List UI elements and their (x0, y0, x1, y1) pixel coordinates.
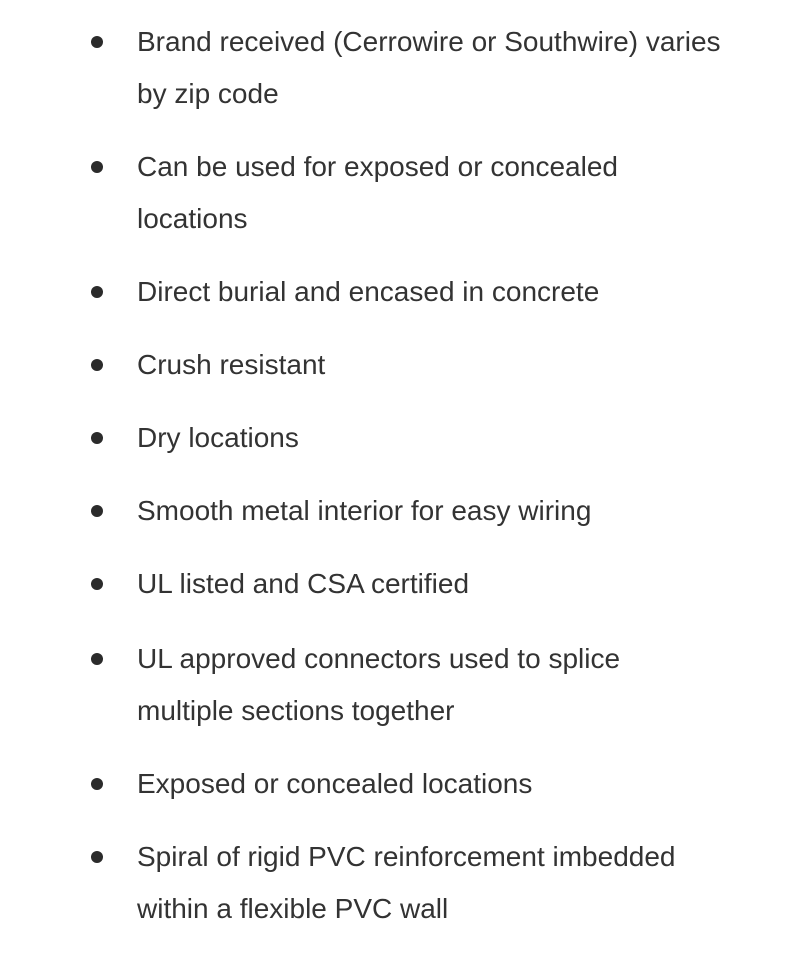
bullet-icon (91, 432, 103, 444)
feature-text: Dry locations (137, 422, 299, 453)
bullet-icon (91, 653, 103, 665)
feature-text: Spiral of rigid PVC reinforcement imbedded within a flexible PVC wall (137, 841, 676, 924)
feature-text: UL listed and CSA certified (137, 568, 470, 599)
feature-text: Can be used for exposed or concealed locations (137, 151, 618, 234)
bullet-icon (91, 286, 103, 298)
bullet-icon (91, 851, 103, 863)
bullet-icon (91, 36, 103, 48)
bullet-icon (91, 778, 103, 790)
feature-text: Crush resistant (137, 349, 326, 380)
bullet-icon (91, 578, 103, 590)
feature-text: UL approved connectors used to splice multiple sections together (137, 643, 621, 726)
bullet-icon (91, 161, 103, 173)
feature-text: Brand received (Cerrowire or Southwire) varies by zip code (137, 26, 721, 109)
bullet-icon (91, 359, 103, 371)
feature-text: Exposed or concealed locations (137, 768, 533, 799)
bullet-icon (91, 505, 103, 517)
feature-text: Direct burial and encased in concrete (137, 276, 600, 307)
feature-text: Smooth metal interior for easy wiring (137, 495, 592, 526)
